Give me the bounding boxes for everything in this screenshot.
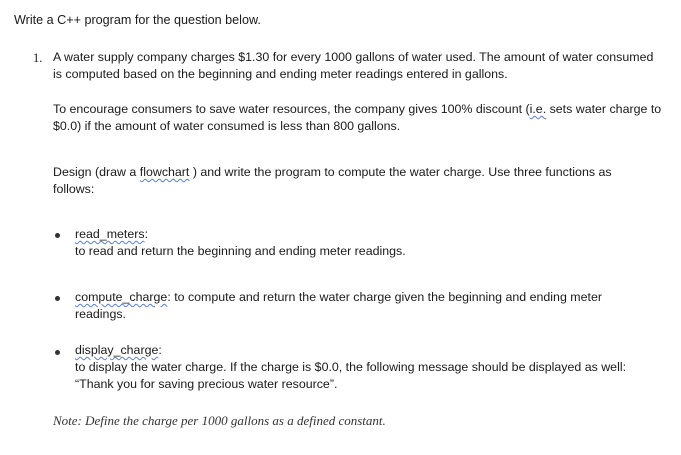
function-heading-line <box>75 226 665 243</box>
function-description: “Thank you for saving precious water resource”. <box>75 377 338 391</box>
function-item-compute-charge <box>75 289 665 323</box>
flowchart-word: flowchart <box>139 165 190 179</box>
function-suffix: : <box>144 227 149 241</box>
question-paragraph-2 <box>53 101 665 135</box>
text-segment: sets water charge to <box>546 102 662 116</box>
note-text: Note: Define the charge per 1000 gallons as a defined constant. <box>53 413 386 428</box>
function-name: compute_charge <box>75 290 168 304</box>
function-item-read-meters <box>75 226 665 260</box>
function-description: readings. <box>75 307 126 321</box>
function-suffix: : <box>158 343 162 357</box>
bullet-icon <box>55 296 60 301</box>
question-paragraph-1 <box>53 49 665 83</box>
paragraph-line <box>53 101 665 118</box>
function-name: display_charge <box>75 343 159 357</box>
text-segment: To encourage consumers to save water resources, the company gives 100% discount ( <box>53 102 530 116</box>
function-heading-line <box>75 342 665 359</box>
text-segment: ) and write the program to compute the water charge. Use three functions as <box>189 165 612 179</box>
function-heading-line <box>75 289 665 306</box>
text-segment: Design (draw a <box>53 165 140 179</box>
question-paragraph-3 <box>53 164 665 198</box>
question-number: 1. <box>33 51 43 65</box>
instruction-heading: Write a C++ program for the question below. <box>14 13 261 27</box>
ie-abbreviation: i.e. <box>529 102 547 116</box>
function-name: read_meters <box>75 227 145 241</box>
function-item-display-charge <box>75 342 665 393</box>
function-description: to display the water charge. If the charge is $0.0, the following message should be displayed as well: <box>75 360 627 374</box>
paragraph-line: is computed based on the beginning and ending meter readings entered in gallons. <box>53 67 508 81</box>
paragraph-line: follows: <box>53 182 95 196</box>
bullet-icon <box>55 350 60 355</box>
paragraph-line <box>53 164 665 181</box>
bullet-icon <box>55 233 60 238</box>
paragraph-line: $0.0) if the amount of water consumed is less than 800 gallons. <box>53 119 401 133</box>
function-suffix: : to compute and return the water charge given the beginning and ending meter <box>167 290 602 304</box>
paragraph-line: A water supply company charges $1.30 for every 1000 gallons of water used. The amount of water consumed <box>53 50 654 64</box>
function-description: to read and return the beginning and ending meter readings. <box>75 244 406 258</box>
